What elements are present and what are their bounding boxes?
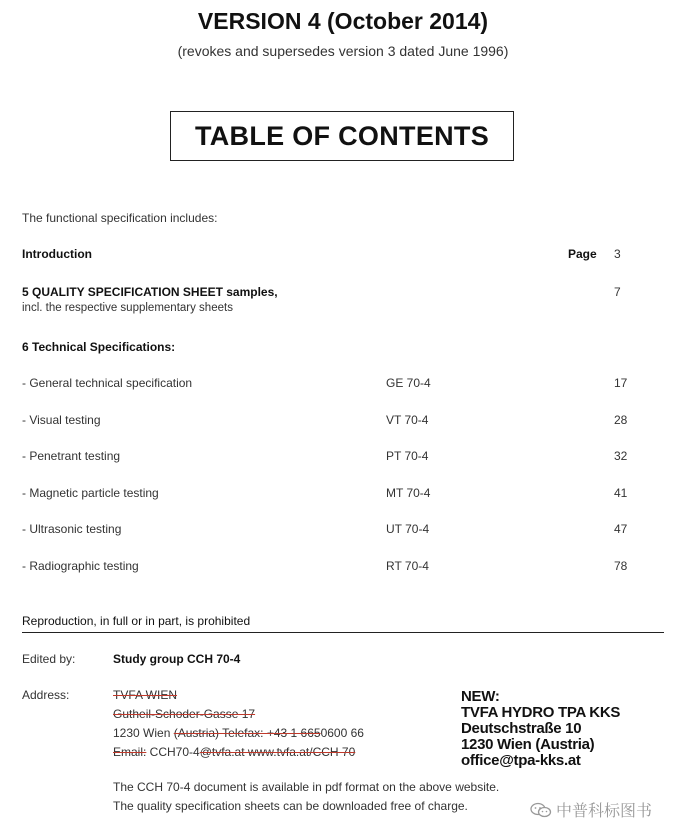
toc-tech-heading: 6 Technical Specifications: — [22, 340, 176, 354]
new-label: NEW: — [461, 688, 500, 705]
watermark-text: 中普科标图书 — [556, 803, 653, 820]
wechat-icon — [530, 802, 552, 818]
new-address-line: 1230 Wien (Austria) — [461, 736, 595, 753]
toc-item-page: 28 — [614, 413, 628, 427]
toc-item-code: VT 70-4 — [386, 413, 429, 427]
toc-item-page: 17 — [614, 376, 628, 390]
toc-item-code: GE 70-4 — [386, 376, 431, 390]
toc-introduction-label: Introduction — [22, 247, 92, 261]
new-address-line: Deutschstraße 10 — [461, 720, 582, 737]
revokes-note: (revokes and supersedes version 3 dated June 1996) — [177, 43, 509, 59]
address-label: Address: — [22, 688, 70, 702]
toc-item-code: UT 70-4 — [386, 522, 430, 536]
toc-item-page: 32 — [614, 449, 628, 463]
new-address-line: TVFA HYDRO TPA KKS — [461, 704, 621, 721]
edited-value: Study group CCH 70-4 — [113, 652, 241, 666]
address-group-code: CCH70-4 — [146, 745, 200, 759]
divider-line — [22, 632, 664, 633]
intro-line: The functional specification includes: — [22, 211, 218, 225]
toc-item-code: PT 70-4 — [386, 449, 429, 463]
toc-quality-sub: incl. the respective supplementary sheets — [22, 302, 233, 314]
new-address-block — [461, 689, 620, 769]
toc-item-page: 47 — [614, 522, 628, 536]
toc-quality-label: 5 QUALITY SPECIFICATION SHEET samples, — [22, 285, 278, 299]
toc-item-label: - Penetrant testing — [22, 449, 121, 463]
toc-item-label: - Magnetic particle testing — [22, 486, 159, 500]
toc-item-code: RT 70-4 — [386, 559, 429, 573]
address-phone-tail: 0600 66 — [320, 726, 364, 740]
old-address-line-3 — [113, 726, 364, 740]
edited-label: Edited by: — [22, 652, 76, 666]
old-address-line-4 — [113, 745, 355, 759]
note-download: The quality specification sheets can be downloaded free of charge. — [113, 799, 468, 813]
toc-item-label: - General technical specification — [22, 376, 193, 390]
old-fax-struck: (Austria) Telefax: +43 1 665 — [173, 726, 321, 740]
toc-item-page: 41 — [614, 486, 628, 500]
toc-quality-page: 7 — [614, 285, 621, 299]
toc-item-page: 78 — [614, 559, 628, 573]
new-email: office@tpa-kks.at — [461, 752, 581, 769]
address-city: 1230 Wien — [113, 726, 174, 740]
old-address-line-2: Gutheil-Schoder-Gasse 17 — [113, 707, 256, 721]
old-address-line-1: TVFA WIEN — [113, 688, 178, 702]
old-email-web-struck: @tvfa.at www.tvfa.at/CCH 70 — [199, 745, 356, 759]
toc-title-box — [170, 111, 514, 161]
version-title: VERSION 4 (October 2014) — [197, 8, 489, 34]
watermark — [530, 798, 652, 821]
toc-item-label: - Ultrasonic testing — [22, 522, 122, 536]
note-pdf: The CCH 70-4 document is available in pdf format on the above website. — [113, 780, 500, 794]
email-label-struck: Email: — [113, 745, 147, 759]
toc-title: TABLE OF CONTENTS — [194, 120, 490, 151]
toc-item-code: MT 70-4 — [386, 486, 431, 500]
toc-item-label: - Visual testing — [22, 413, 101, 427]
toc-page-word: Page — [568, 247, 597, 261]
toc-item-label: - Radiographic testing — [22, 559, 139, 573]
reproduction-note: Reproduction, in full or in part, is prohibited — [22, 614, 251, 628]
toc-introduction-page: 3 — [614, 247, 621, 261]
